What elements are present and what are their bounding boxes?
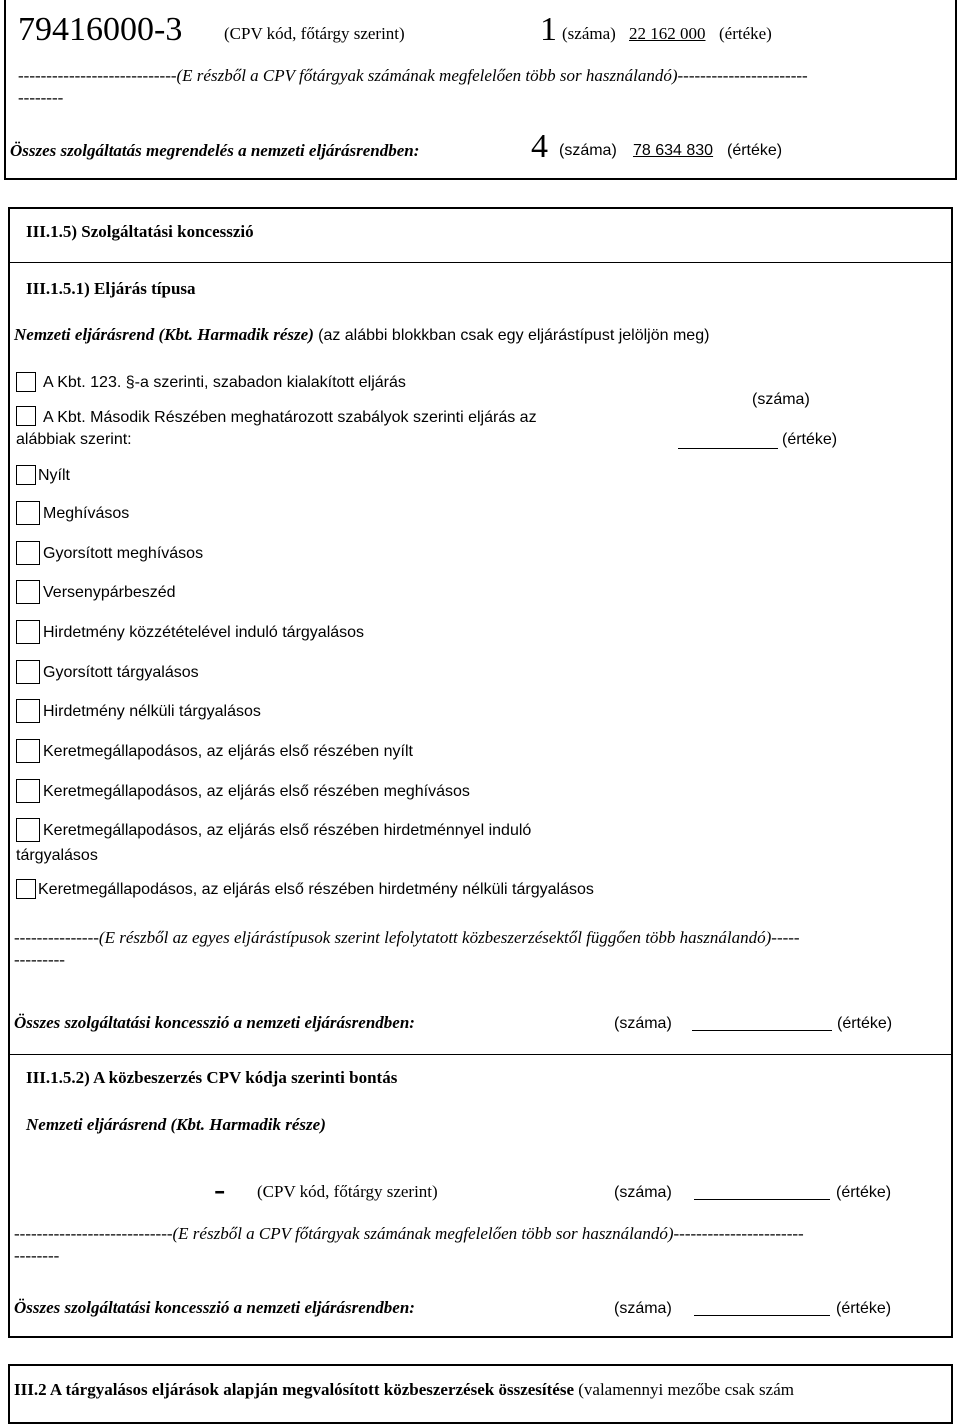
negotiated-heading: III.2 A tárgyalásos eljárások alapján megvalósított közbeszerzések összesítése (valamennyi mezőbe csak szám xyxy=(14,1380,794,1399)
procedure-label-framework-restricted: Keretmegállapodásos, az eljárás első részében meghívásos xyxy=(43,783,470,800)
procedure-checkbox-accelerated-negotiated[interactable] xyxy=(16,660,40,684)
procedure-label-accelerated-negotiated: Gyorsított tárgyalásos xyxy=(43,664,199,681)
option-value-field[interactable] xyxy=(678,448,778,449)
procedure-label-negotiated-without-notice: Hirdetmény nélküli tárgyalásos xyxy=(43,703,261,720)
cpv-section-divider xyxy=(8,1054,953,1055)
procedure-label-open: Nyílt xyxy=(38,467,70,484)
concession-total-value-field[interactable] xyxy=(692,1030,832,1031)
cpv-section-heading: III.1.5.2) A közbeszerzés CPV kódja szerinti bontás xyxy=(26,1068,398,1087)
cpv-value-label: (értéke) xyxy=(836,1184,892,1201)
procedure-label-framework-negotiated-no-notice: Keretmegállapodásos, az eljárás első részében hirdetmény nélküli tárgyalásos xyxy=(38,881,594,898)
section-heading-divider xyxy=(8,262,953,263)
total-label: Összes szolgáltatás megrendelés a nemzeti eljárásrendben: xyxy=(10,141,420,160)
procedure-label-accelerated-restricted: Gyorsított meghívásos xyxy=(43,545,204,562)
option-second-part-checkbox[interactable] xyxy=(16,406,36,426)
value-label: (értéke) xyxy=(719,24,772,43)
procedure-checkbox-accelerated-restricted[interactable] xyxy=(16,541,40,565)
option-second-part-label-cont: alábbiak szerint: xyxy=(16,431,132,448)
procedure-label-framework-open: Keretmegállapodásos, az eljárás első részében nyílt xyxy=(43,743,413,760)
national-procedure-label: Nemzeti eljárásrend (Kbt. Harmadik része) xyxy=(14,325,314,344)
national-procedure-line xyxy=(14,325,709,346)
procedure-label-framework-negotiated-notice: Keretmegállapodásos, az eljárás első részében hirdetménnyel induló xyxy=(43,822,532,839)
procedure-checkbox-negotiated-with-notice[interactable] xyxy=(16,620,40,644)
procedure-checkbox-framework-negotiated-no-notice[interactable] xyxy=(16,879,36,899)
option-value-label: (értéke) xyxy=(782,431,838,448)
concession-total2-value-field[interactable] xyxy=(694,1315,830,1316)
total-count-label: (száma) xyxy=(559,142,617,159)
option-123-checkbox[interactable] xyxy=(16,372,36,392)
cpv-code-empty: - xyxy=(214,1171,226,1208)
count-value: 1 xyxy=(540,11,557,48)
concession-total-label: Összes szolgáltatási koncesszió a nemzeti eljárásrendben: xyxy=(14,1013,415,1032)
paragraph-sign-icon: § xyxy=(125,374,135,391)
section-subheading: III.1.5.1) Eljárás típusa xyxy=(26,279,196,298)
dash-note-procedures: ---------------(E részből az egyes eljárástípusok szerint lefolytatott közbeszerzésektől függően több használandó)----- xyxy=(14,928,800,947)
total-value-label: (értéke) xyxy=(727,142,783,159)
total-count: 4 xyxy=(531,128,548,165)
procedure-checkbox-framework-negotiated-notice[interactable] xyxy=(16,818,40,842)
concession-total2-count-label: (száma) xyxy=(614,1300,672,1317)
national-procedure-note: (az alábbi blokkban csak egy eljárástípust jelöljön meg) xyxy=(318,327,710,344)
procedure-label-restricted: Meghívásos xyxy=(43,505,130,522)
concession-total-count-label: (száma) xyxy=(614,1015,672,1032)
cpv-value-field[interactable] xyxy=(694,1199,830,1200)
count-label: (száma) xyxy=(562,24,616,43)
concession-total2-label: Összes szolgáltatási koncesszió a nemzeti eljárásrendben: xyxy=(14,1298,415,1317)
dash-note-procedures-cont: --------- xyxy=(14,950,65,969)
dash-note-cpv: ----------------------------(E részből a CPV főtárgyak számának megfelelően több sor használandó)----------------------- xyxy=(14,1224,804,1243)
procedure-checkbox-competitive-dialogue[interactable] xyxy=(16,580,40,604)
cpv-code-label-2: (CPV kód, főtárgy szerint) xyxy=(257,1182,438,1201)
concession-total-value-label: (értéke) xyxy=(837,1015,893,1032)
concession-total2-value-label: (értéke) xyxy=(836,1300,892,1317)
cpv-code: 79416000-3 xyxy=(18,11,183,48)
cpv-national-label: Nemzeti eljárásrend (Kbt. Harmadik része) xyxy=(26,1115,326,1134)
dash-note-cont: -------- xyxy=(18,88,64,107)
procedure-label-competitive-dialogue: Versenypárbeszéd xyxy=(43,584,176,601)
option-count-label: (száma) xyxy=(752,391,810,408)
section-heading: III.1.5) Szolgáltatási koncesszió xyxy=(26,222,254,241)
cpv-count-label: (száma) xyxy=(614,1184,672,1201)
procedure-checkbox-framework-open[interactable] xyxy=(16,739,40,763)
procedure-checkbox-open[interactable] xyxy=(16,465,36,485)
total-value: 78 634 830 xyxy=(633,142,714,159)
procedure-label-framework-negotiated-notice-cont: tárgyalásos xyxy=(16,847,98,864)
dash-note: ----------------------------(E részből a CPV főtárgyak számának megfelelően több sor használandó)----------------------- xyxy=(18,66,808,85)
option-123-label: A Kbt. 123. §-a szerinti, szabadon kialakított eljárás xyxy=(43,374,406,391)
option-second-part-label: A Kbt. Második Részében meghatározott szabályok szerinti eljárás az xyxy=(43,409,537,426)
dash-note-cpv-cont: -------- xyxy=(14,1246,60,1265)
cpv-code-label: (CPV kód, főtárgy szerint) xyxy=(224,24,405,43)
procedure-checkbox-framework-restricted[interactable] xyxy=(16,779,40,803)
procedure-checkbox-restricted[interactable] xyxy=(16,501,40,525)
procedure-label-negotiated-with-notice: Hirdetmény közzétételével induló tárgyalásos xyxy=(43,624,365,641)
procedure-checkbox-negotiated-without-notice[interactable] xyxy=(16,699,40,723)
value-amount: 22 162 000 xyxy=(629,24,706,43)
